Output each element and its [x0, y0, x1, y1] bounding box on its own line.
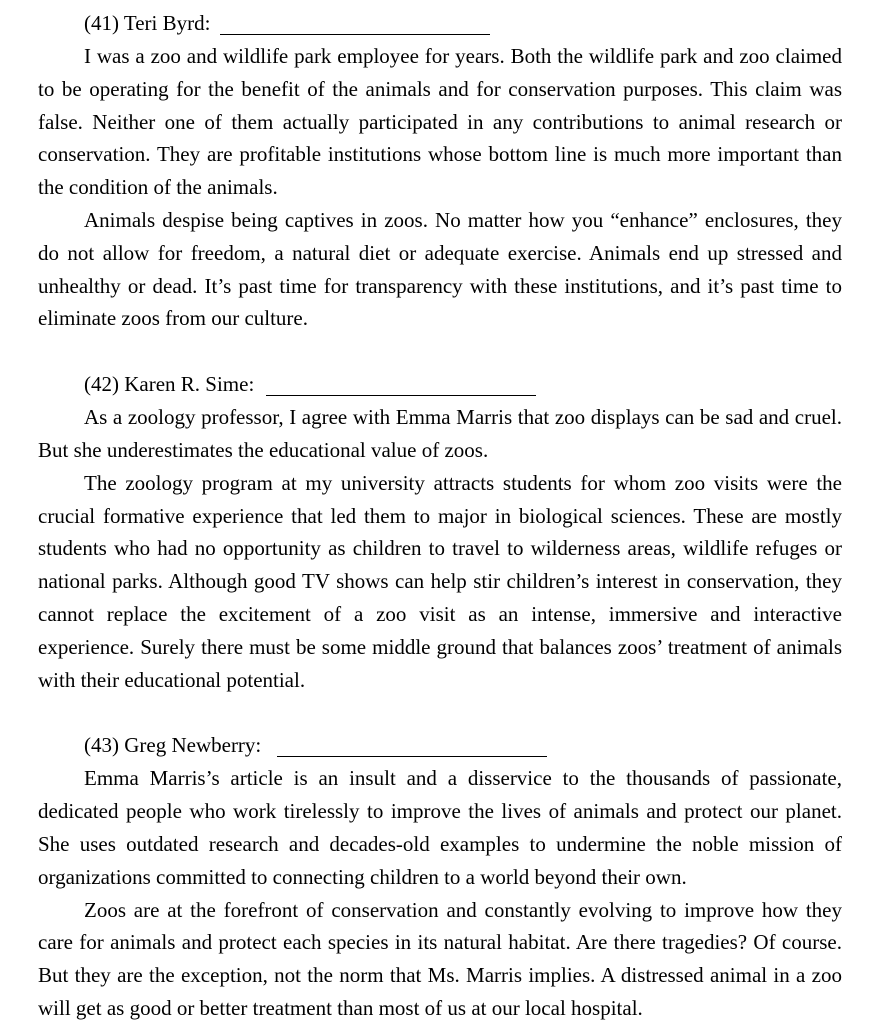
letter-41: [38, 7, 842, 335]
answer-blank: [220, 33, 490, 35]
letter-author-label: (41) Teri Byrd:: [84, 11, 211, 35]
letter-paragraph: I was a zoo and wildlife park employee for years. Both the wildlife park and zoo claimed to be operating for the benefit of the animals and for conservation purposes. This claim was false. Neither one of them actually participated in any contributions to animal research or conservation. They are profitable institutions whose bottom line is much more important than the condition of the animals.: [38, 44, 842, 200]
letter-paragraph: The zoology program at my university attracts students for whom zoo visits were the crucial formative experience that led them to major in biological sciences. These are mostly students who had no opportunity as children to travel to wilderness areas, wildlife refuges or national parks. Although good TV shows can help stir children’s interest in conservation, they cannot replace the excitement of a zoo visit as an intense, immersive and interactive experience. Surely there must be some middle ground that balances zoos’ treatment of animals with their educational potential.: [38, 470, 842, 692]
letter-author-label: (42) Karen R. Sime:: [84, 372, 255, 397]
letter-header: [38, 729, 842, 762]
letter-header: [38, 7, 842, 40]
letter-header: [38, 368, 842, 401]
letter-paragraph: Zoos are at the forefront of conservation and constantly evolving to improve how they care for animals and protect each species in its natural habitat. Are there tragedies? Of course. But they are the exception, not the norm that Ms. Marris implies. A distressed animal in a zoo will get as good or better treatment than most of us at our local hospital.: [38, 897, 842, 1020]
letter-author-label: (43) Greg Newberry:: [84, 733, 262, 758]
letter-42: [38, 368, 842, 696]
letter-43: [38, 729, 842, 1024]
letter-paragraph: Animals despise being captives in zoos. No matter how you “enhance” enclosures, they do not allow for freedom, a natural diet or adequate exercise. Animals end up stressed and unhealthy or dead. It’s past time for transparency with these institutions, and it’s past time to eliminate zoos from our culture.: [38, 207, 842, 331]
letter-paragraph: As a zoology professor, I agree with Emma Marris that zoo displays can be sad and cruel. But she underestimates the educational value of zoos.: [38, 405, 842, 462]
letter-paragraph: Emma Marris’s article is an insult and a disservice to the thousands of passionate, dedicated people who work tirelessly to improve the lives of animals and protect our planet. She uses outdated research and decades-old examples to undermine the noble mission of organizations committed to connecting children to a world beyond their own.: [38, 766, 842, 889]
answer-blank: [277, 755, 547, 757]
answer-blank: [266, 394, 536, 396]
